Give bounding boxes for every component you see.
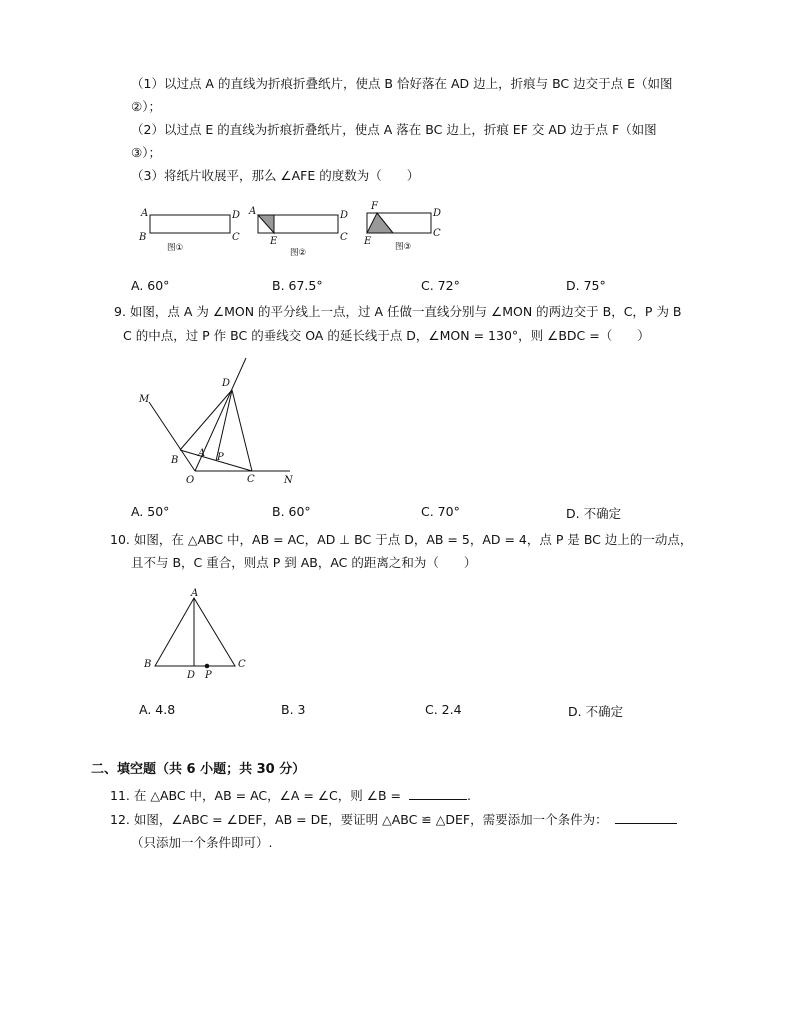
q9-label-n: N xyxy=(284,475,293,486)
q9-label-c: C xyxy=(247,474,255,485)
fig1-label-d: D xyxy=(232,210,241,221)
q11-answer-blank[interactable] xyxy=(409,786,467,800)
fig3-label-d: D xyxy=(433,208,442,219)
q8-step2-line2: ③）； xyxy=(131,145,161,160)
q12-question: 12. 如图，∠ABC = ∠DEF，AB = DE，要证明 △ABC ≌ △DEF，需要添加一个条件为： xyxy=(110,812,608,827)
q10-option-b[interactable]: B. 3 xyxy=(281,702,306,717)
fig2-label-c: C xyxy=(340,232,348,243)
q8-step3: （3）将纸片收展平，那么 ∠AFE 的度数为（ ） xyxy=(131,168,420,183)
q10-text-line1: 10. 如图，在 △ABC 中，AB = AC，AD ⊥ BC 于点 D，AB = 5，AD = 4，点 P 是 BC 边上的一动点， xyxy=(110,532,693,547)
q11-period: . xyxy=(466,788,471,803)
fig2-label-a: A xyxy=(249,206,257,217)
q10-label-b: B xyxy=(144,659,152,670)
q8-option-c[interactable]: C. 72° xyxy=(421,278,460,293)
q10-label-p: P xyxy=(205,670,212,681)
q8-step1-line2: ②）； xyxy=(131,99,161,114)
fig2-caption: 图② xyxy=(290,248,307,258)
q9-label-a: A xyxy=(198,448,206,459)
q10-option-d[interactable]: D. 不确定 xyxy=(568,704,624,719)
q12-answer-blank[interactable] xyxy=(615,810,677,824)
section-title: 二、填空题（共 6 小题；共 30 分） xyxy=(91,762,306,777)
q10-label-c: C xyxy=(238,659,246,670)
fig3-label-e: E xyxy=(364,236,372,247)
q9-label-m: M xyxy=(139,394,150,405)
q9-label-d: D xyxy=(222,378,231,389)
q8-option-a[interactable]: A. 60° xyxy=(131,278,170,293)
fig3-label-f: F xyxy=(371,201,378,212)
q9-option-a[interactable]: A. 50° xyxy=(131,504,170,519)
fig2-label-d: D xyxy=(340,210,349,221)
q12-text-line2: （只添加一个条件即可）. xyxy=(131,835,273,850)
q8-step2-line1: （2）以过点 E 的直线为折痕折叠纸片，使点 A 落在 BC 边上，折痕 EF 交 AD 边于点 F（如图 xyxy=(131,122,657,137)
q8-option-b[interactable]: B. 67.5° xyxy=(272,278,323,293)
q9-label-b: B xyxy=(171,455,179,466)
q10-label-d: D xyxy=(187,670,196,681)
q9-label-o: O xyxy=(186,475,195,486)
q12-text-line1 xyxy=(110,810,677,830)
fig3-caption: 图③ xyxy=(395,242,412,252)
fig3-label-c: C xyxy=(433,228,441,239)
q10-text-line2: 且不与 B，C 重合，则点 P 到 AB，AC 的距离之和为（ ） xyxy=(131,555,477,570)
q10-label-a: A xyxy=(191,588,199,599)
fig1-label-a: A xyxy=(141,208,149,219)
fig1-label-c: C xyxy=(232,232,240,243)
q10-option-c[interactable]: C. 2.4 xyxy=(425,702,462,717)
q8-option-d[interactable]: D. 75° xyxy=(566,278,606,293)
q11-text xyxy=(110,786,471,806)
q9-text-line1: 9. 如图，点 A 为 ∠MON 的平分线上一点，过 A 任做一直线分别与 ∠MON 的两边交于 B，C，P 为 B xyxy=(114,304,682,319)
fig1-caption: 图① xyxy=(167,243,184,253)
q9-text-line2: C 的中点，过 P 作 BC 的垂线交 OA 的延长线于点 D，∠MON = 130°，则 ∠BDC =（ ） xyxy=(123,328,650,343)
q9-option-c[interactable]: C. 70° xyxy=(421,504,460,519)
q11-question: 11. 在 △ABC 中，AB = AC，∠A = ∠C，则 ∠B = xyxy=(110,788,401,803)
fig2-label-e: E xyxy=(270,236,278,247)
q8-step1-line1: （1）以过点 A 的直线为折痕折叠纸片，使点 B 恰好落在 AD 边上，折痕与 BC 边交于点 E（如图 xyxy=(131,76,673,91)
fig1-label-b: B xyxy=(139,232,147,243)
q9-option-d[interactable]: D. 不确定 xyxy=(566,506,622,521)
q9-option-b[interactable]: B. 60° xyxy=(272,504,311,519)
q9-label-p: P xyxy=(217,452,224,463)
q10-option-a[interactable]: A. 4.8 xyxy=(139,702,176,717)
